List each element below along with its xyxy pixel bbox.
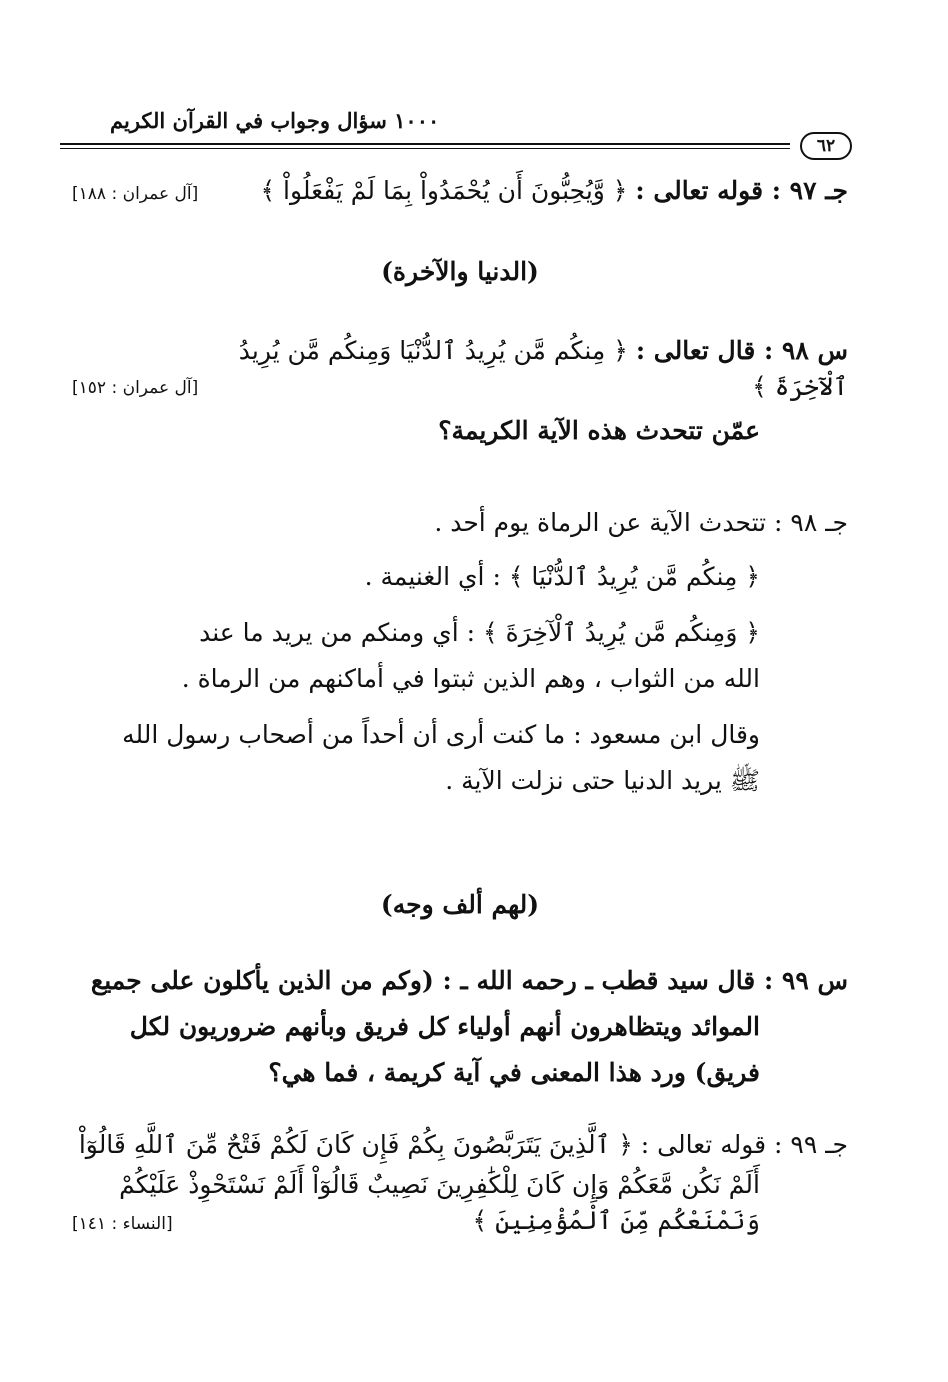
answer-98-line6: ﷺ يريد الدنيا حتى نزلت الآية . [445, 766, 760, 795]
answer-97-verse: ﴿ وَّيُحِبُّونَ أَن يُحْمَدُواْ بِمَا لَمْ يَفْعَلُواْ ﴾ [260, 176, 628, 205]
question-99 [72, 966, 848, 1088]
answer-98-line4: الله من الثواب ، وهم الذين ثبتوا في أماكنهم من الرماة . [181, 664, 760, 693]
question-99-line1: س ٩٩ : قال سيد قطب ـ رحمه الله ـ : (وكم من الذين يأكلون على جميع [90, 966, 848, 995]
question-98-reference: [آل عمران : ١٥٢] [72, 378, 199, 398]
answer-99 [72, 1130, 848, 1236]
question-99-line3: فريق) ورد هذا المعنى في آية كريمة ، فما هي؟ [268, 1058, 760, 1087]
answer-98-line3: ﴿ وَمِنكُم مَّن يُرِيدُ ٱلْآخِرَةَ ﴾ : أي ومنكم من يريد ما عند [199, 618, 760, 647]
answer-98-line1: جـ ٩٨ : تتحدث الآية عن الرماة يوم أحد . [434, 508, 848, 537]
answer-99-reference: [النساء : ١٤١] [72, 1214, 173, 1234]
running-header [60, 108, 850, 158]
answer-97-label: جـ ٩٧ : قوله تعالى : [635, 176, 848, 205]
answer-98-line2: ﴿ مِنكُم مَّن يُرِيدُ ٱلدُّنْيَا ﴾ : أي الغنيمة . [364, 562, 760, 591]
question-98-verse-line1: ﴿ مِنكُم مَّن يُرِيدُ ٱلدُّنْيَا وَمِنكُم مَّن يُرِيدُ [238, 336, 628, 365]
book-title: ١٠٠٠ سؤال وجواب في القرآن الكريم [110, 108, 440, 133]
section-heading-alf-wajh: (لهم ألف وجه) [380, 890, 540, 919]
question-98-verse-line2: ٱلْآخِرَةَ ﴾ [752, 372, 848, 401]
header-rule [60, 143, 790, 149]
answer-97 [72, 176, 848, 206]
answer-97-reference: [آل عمران : ١٨٨] [72, 184, 199, 204]
question-98-label: س ٩٨ : قال تعالى : [635, 336, 848, 365]
answer-99-line2: أَلَمْ نَكُن مَّعَكُمْ وَإِن كَانَ لِلْكَٰفِرِينَ نَصِيبٌ قَالُوٓاْ أَلَمْ نَسْتَحْوِذْ عَلَيْكُمْ [119, 1170, 760, 1199]
section-heading-dunya-akhira: (الدنيا والآخرة) [381, 257, 539, 286]
question-99-line2: الموائد ويتظاهرون أنهم أولياء كل فريق وبأنهم ضروريون لكل [129, 1012, 760, 1041]
page-number: ٦٢ [800, 132, 852, 160]
answer-98 [72, 508, 848, 796]
question-98-text: عمّن تتحدث هذه الآية الكريمة؟ [438, 416, 760, 445]
answer-99-line1: جـ ٩٩ : قوله تعالى : ﴿ ٱلَّذِينَ يَتَرَبَّصُونَ بِكُمْ فَإِن كَانَ لَكُمْ فَتْحٌ مِّنَ ٱللَّهِ قَالُوٓاْ [78, 1130, 848, 1159]
answer-99-line3: وَنَمْنَعْكُم مِّنَ ٱلْمُؤْمِنِينَ ﴾ [472, 1206, 760, 1235]
question-98 [72, 336, 848, 446]
answer-98-line5: وقال ابن مسعود : ما كنت أرى أن أحداً من أصحاب رسول الله [122, 720, 760, 749]
